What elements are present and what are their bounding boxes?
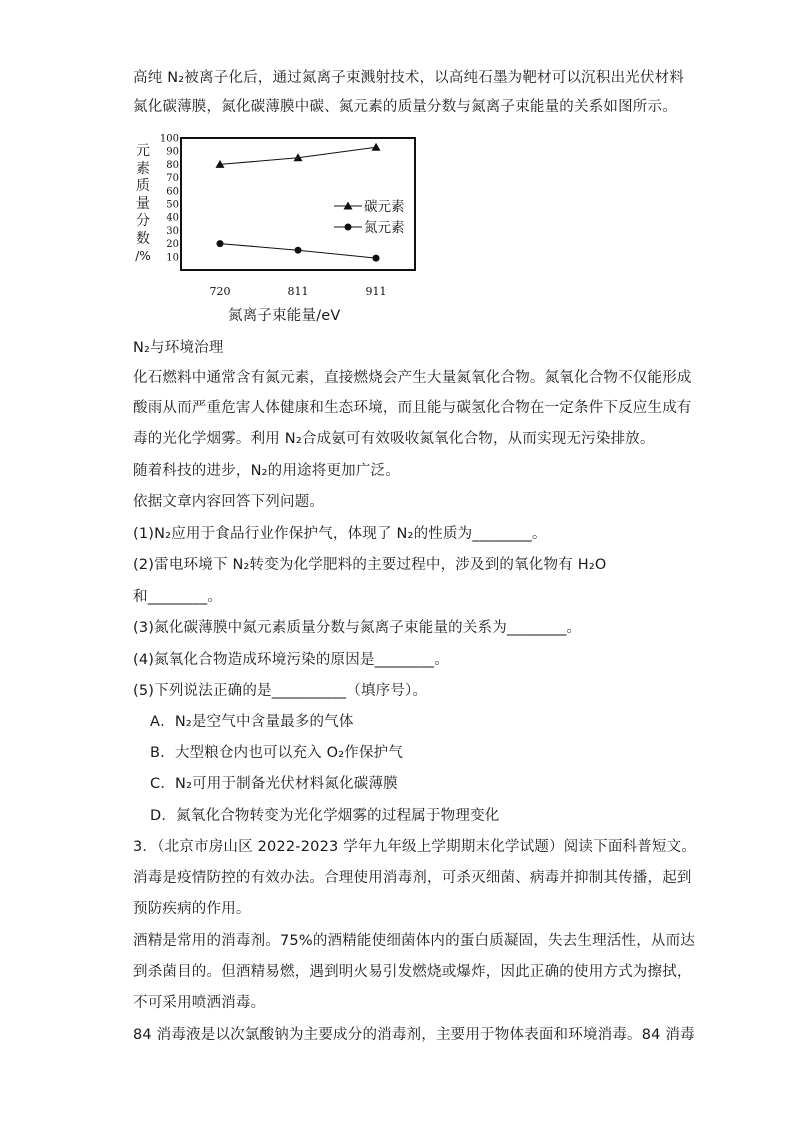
paragraph-line: 随着科技的进步，N₂的用途将更加广泛。 bbox=[133, 463, 400, 479]
y-tick-label: 20 bbox=[166, 239, 179, 251]
ylabel-char: 素 bbox=[136, 160, 150, 177]
y-tick-label: 80 bbox=[166, 159, 179, 171]
x-tick-label: 720 bbox=[209, 285, 231, 298]
y-tick-label: 10 bbox=[166, 252, 179, 264]
y-tick-label: 50 bbox=[166, 199, 179, 211]
legend-label: 碳元素 bbox=[364, 199, 405, 215]
option-c: C．N₂可用于制备光伏材料氮化碳薄膜 bbox=[150, 776, 398, 792]
legend-label: 氮元素 bbox=[364, 220, 405, 236]
question-2: (2)雷电环境下 N₂转变为化学肥料的主要过程中，涉及到的氧化物有 H₂O bbox=[133, 557, 607, 573]
y-tick-label: 90 bbox=[166, 146, 179, 158]
ylabel-char: 分 bbox=[136, 213, 150, 229]
ylabel-char: 元 bbox=[136, 143, 150, 159]
paragraph-line: 酒精是常用的消毒剂。75%的酒精能使细菌体内的蛋白质凝固，失去生理活性，从而达 bbox=[133, 933, 696, 949]
option-d: D．氮氧化合物转变为光化学烟雾的过程属于物理变化 bbox=[150, 808, 500, 824]
y-tick-label: 60 bbox=[166, 186, 179, 198]
question-5: (5)下列说法正确的是__________（填序号）。 bbox=[133, 683, 428, 699]
paragraph-line: 酸雨从而严重危害人体健康和生态环境，而且能与碳氢化合物在一定条件下反应生成有 bbox=[133, 400, 692, 416]
y-tick-label: 100 bbox=[159, 133, 179, 145]
ylabel-char: 质 bbox=[136, 178, 150, 194]
paragraph-line: 不可采用喷洒消毒。 bbox=[133, 995, 266, 1011]
chart-xlabel: 氮离子束能量/eV bbox=[228, 308, 341, 324]
section-heading: N₂与环境治理 bbox=[133, 340, 224, 356]
data-point-circle bbox=[217, 240, 224, 247]
y-tick-label: 30 bbox=[166, 225, 179, 237]
question-3: (3)氮化碳薄膜中氮元素质量分数与氮离子束能量的关系为________。 bbox=[133, 620, 582, 636]
paragraph-line: 毒的光化学烟雾。利用 N₂合成氨可有效吸收氮氧化合物，从而实现无污染排放。 bbox=[133, 431, 655, 447]
paragraph-line: 到杀菌目的。但酒精易燃，遇到明火易引发燃烧或爆炸，因此正确的使用方式为擦拭， bbox=[133, 964, 692, 980]
x-tick-label: 811 bbox=[287, 285, 309, 298]
data-point-triangle bbox=[372, 143, 381, 151]
paragraph-line: 消毒是疫情防控的有效办法。合理使用消毒剂，可杀灭细菌、病毒并抑制其传播，起到 bbox=[133, 870, 692, 886]
option-b: B．大型粮仓内也可以充入 O₂作保护气 bbox=[150, 745, 404, 761]
question-4: (4)氮氧化合物造成环境污染的原因是________。 bbox=[133, 652, 449, 668]
legend-marker-circle bbox=[345, 224, 352, 231]
ylabel-char: /% bbox=[135, 249, 151, 263]
line-chart bbox=[133, 130, 423, 330]
question-1: (1)N₂应用于食品行业作保护气，体现了 N₂的性质为________。 bbox=[133, 526, 547, 542]
data-point-circle bbox=[295, 247, 302, 254]
ylabel-char: 数 bbox=[136, 230, 150, 247]
option-a: A．N₂是空气中含量最多的气体 bbox=[150, 714, 354, 730]
intro-line-2: 氮化碳薄膜，氮化碳薄膜中碳、氮元素的质量分数与氮离子束能量的关系如图所示。 bbox=[133, 99, 677, 115]
y-tick-label: 40 bbox=[166, 212, 179, 224]
y-tick-label: 70 bbox=[166, 173, 179, 185]
paragraph-line: 化石燃料中通常含有氮元素，直接燃烧会产生大量氮氧化合物。氮氧化合物不仅能形成 bbox=[133, 370, 692, 386]
paragraph-line: 依据文章内容回答下列问题。 bbox=[133, 494, 325, 510]
ylabel-char: 量 bbox=[136, 195, 150, 212]
item-3-title: 3．（北京市房山区 2022-2023 学年九年级上学期期末化学试题）阅读下面科普短文。 bbox=[133, 839, 697, 855]
paragraph-line: 84 消毒液是以次氯酸钠为主要成分的消毒剂，主要用于物体表面和环境消毒。84 消毒 bbox=[133, 1027, 695, 1043]
question-2-cont: 和________。 bbox=[133, 589, 222, 605]
x-tick-label: 911 bbox=[365, 285, 387, 298]
intro-line-1: 高纯 N₂被离子化后，通过氮离子束溅射技术，以高纯石墨为靶材可以沉积出光伏材料 bbox=[133, 70, 685, 86]
paragraph-line: 预防疾病的作用。 bbox=[133, 901, 251, 917]
data-point-circle bbox=[373, 255, 380, 262]
